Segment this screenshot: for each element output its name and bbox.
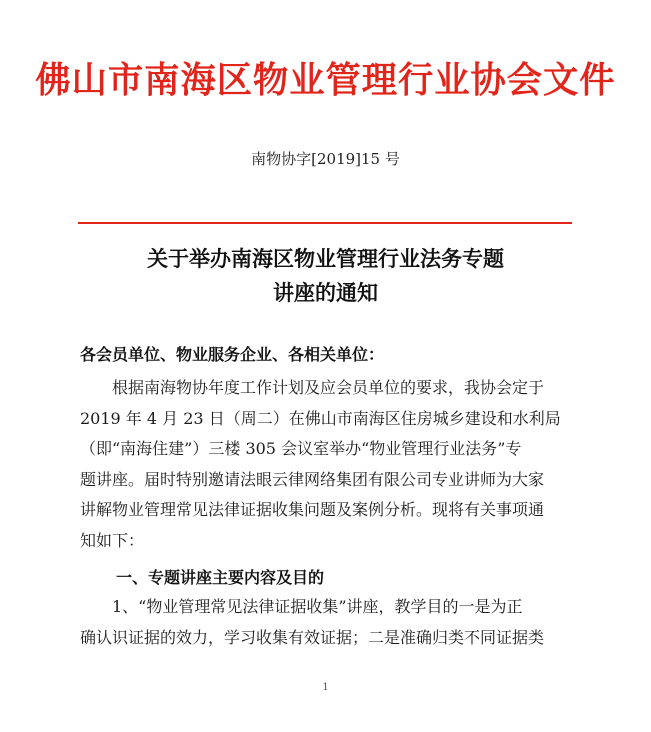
paragraph-line: 2019 年 4 月 23 日（周二）在佛山市南海区住房城乡建设和水利局: [80, 408, 561, 428]
paragraph-line: 确认识证据的效力，学习收集有效证据；二是准确归类不同证据类: [80, 627, 545, 647]
paragraph-line: 讲解物业管理常见法律证据收集问题及案例分析。现将有关事项通: [80, 500, 545, 519]
notice-title: [0, 242, 651, 310]
page-number: 1: [322, 682, 329, 693]
addressee-line: 各会员单位、物业服务企业、各相关单位：: [80, 345, 385, 364]
paragraph-line: 知如下：: [80, 530, 145, 550]
section-heading-1: 一、专题讲座主要内容及目的: [116, 568, 325, 587]
paragraph-line: 题讲座。届时特别邀请法眼云律网络集团有限公司专业讲师为大家: [80, 469, 545, 489]
red-divider: [78, 222, 572, 224]
paragraph-line: 根据南海物协年度工作计划及应会员单位的要求，我协会定于: [112, 378, 545, 397]
document-number: 南物协字[2019]15 号: [251, 150, 400, 168]
paragraph-line: （即“南海住建”）三楼 305 会议室举办“物业管理行业法务”专: [80, 439, 522, 458]
paragraph-line: 1、“物业管理常见法律证据收集”讲座，教学目的一是为正: [112, 597, 523, 616]
document-header-title: 佛山市南海区物业管理行业协会文件: [35, 59, 616, 101]
section-1-paragraph: [80, 592, 572, 653]
notice-title-line-1: 关于举办南海区物业管理行业法务专题: [147, 247, 504, 271]
intro-paragraph: [80, 373, 572, 556]
notice-title-line-2: 讲座的通知: [273, 281, 378, 305]
